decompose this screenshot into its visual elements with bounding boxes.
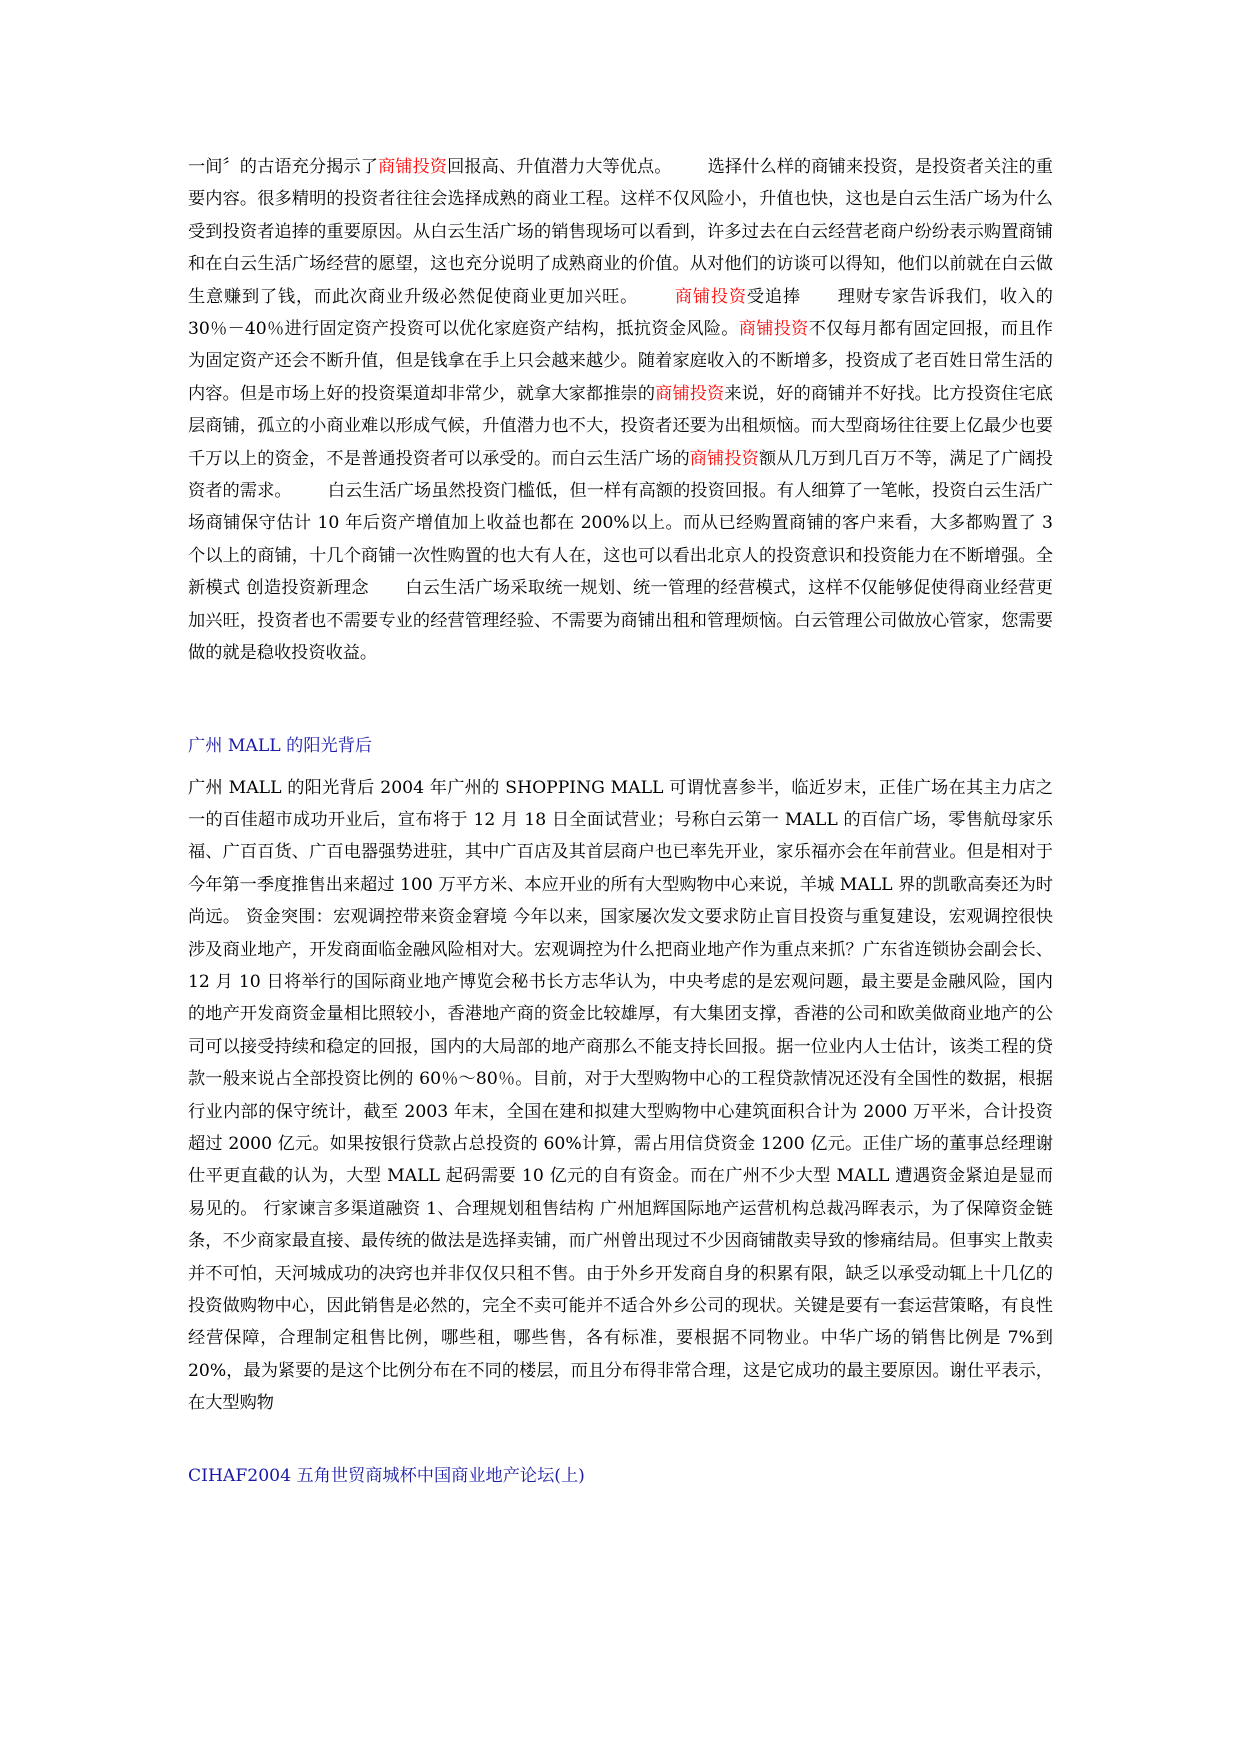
text-run: 来说，好的商铺并不好找。比方投资住宅底层商铺，孤立的小商业难以形成气候，升值潜力也不大，投资者还要为出租烦恼。而大型商场往往要上亿最少也要千万以上的资金，不是普通投资者可以承受的。而白云生活广场的 (188, 383, 1053, 469)
article-heading-guangzhou-mall[interactable]: 广州 MALL 的阳光背后 (188, 735, 373, 756)
highlight-shop-investment: 商铺投资 (674, 286, 747, 307)
text-run: 选择什么样的商铺来投资，是投资者关注的重要内容。很多精明的投资者往往会选择成熟的商业工程。这样不仅风险小，升值也快，这也是白云生活广场为什么受到投资者追捧的重要原因。从白云生活广场的销售现场可以看到，许多过去在白云经营老商户纷纷表示购置商铺和在白云生活广场经营的愿望，这也充分说明了成熟商业的价值。从对他们的访谈可以得知，他们以前就在白云做生意赚到了钱，而此次商业升级必然促使商业更加兴旺。 (188, 157, 1053, 307)
text-run: 不仅每月都有固定回报，而且作为固定资产还会不断升值，但是钱拿在手上只会越来越少。随着家庭收入的不断增多，投资成了老百姓日常生活的内容。但是市场上好的投资渠道却非常少，就拿大家都推崇的 (188, 319, 1053, 404)
text-run: 白云生活广场虽然投资门槛低，但一样有高额的投资回报。有人细算了一笔帐，投资白云生活广场商铺保守估计 10 年后资产增值加上收益也都在 200%以上。而从已经购置商铺的客户来看，大多都购置了 3 个以上的商铺，十几个商铺一次性购置的也大有人在，这也可以看出北京人的投资意识和投资能力在不断增强。全新模式 创造投资新理念 (188, 481, 1053, 599)
text-run: 一间〞的古语充分揭示了 (188, 157, 378, 177)
highlight-shop-investment: 商铺投资 (689, 448, 759, 469)
text-run: 额从几万到几百万不等，满足了广阔投资者的需求。 (188, 448, 1053, 502)
article-heading-cihaf2004[interactable]: CIHAF2004 五角世贸商城杯中国商业地产论坛(上) (188, 1465, 585, 1486)
text-run: 理财专家告诉我们，收入的 30％－40％进行固定资产投资可以优化家庭资产结构，抵抗资金风险。 (188, 286, 1053, 340)
text-run: 回报高、升值潜力大等优点。 (447, 157, 672, 177)
paragraph-investment (188, 151, 1053, 670)
highlight-shop-investment: 商铺投资 (655, 383, 725, 404)
highlight-shop-investment: 商铺投资 (738, 319, 809, 340)
paragraph-guangzhou-mall: 广州 MALL 的阳光背后 2004 年广州的 SHOPPING MALL 可谓忧喜参半，临近岁末，正佳广场在其主力店之一的百佳超市成功开业后，宣布将于 12 月 18 日全面试营业；号称白云第一 MALL 的百信广场，零售航母家乐福、广百百货、广百电器强势进驻，其中广百店及其首层商户也已率先开业，家乐福亦会在年前营业。但是相对于今年第一季度推售出来超过 100 万平方米、本应开业的所有大型购物中心来说，羊城 MALL 界的凯歌高奏还为时尚远。 资金突围：宏观调控带来资金窘境 今年以来，国家屡次发文要求防止盲目投资与重复建设，宏观调控很快涉及商业地产，开发商面临金融风险相对大。宏观调控为什么把商业地产作为重点来抓？广东省连锁协会副会长、12 月 10 日将举行的国际商业地产博览会秘书长方志华认为，中央考虑的是宏观问题，最主要是金融风险，国内的地产开发商资金量相比照较小，香港地产商的资金比较雄厚，有大集团支撑，香港的公司和欧美做商业地产的公司可以接受持续和稳定的回报，国内的大局部的地产商那么不能支持长回报。据一位业内人士估计，该类工程的贷款一般来说占全部投资比例的 60％～80％。目前，对于大型购物中心的工程贷款情况还没有全国性的数据，根据行业内部的保守统计，截至 2003 年末，全国在建和拟建大型购物中心建筑面积合计为 2000 万平米，合计投资超过 2000 亿元。如果按银行贷款占总投资的 60%计算，需占用信贷资金 1200 亿元。正佳广场的董事总经理谢仕平更直截的认为，大型 MALL 起码需要 10 亿元的自有资金。而在广州不少大型 MALL 遭遇资金紧迫是显而易见的。 行家谏言多渠道融资 1、合理规划租售结构 广州旭辉国际地产运营机构总裁冯晖表示，为了保障资金链条，不少商家最直接、最传统的做法是选择卖铺，而广州曾出现过不少因商铺散卖导致的惨痛结局。但事实上散卖并不可怕，天河城成功的决窍也并非仅仅只租不售。由于外乡开发商自身的积累有限，缺乏以承受动辄上十几亿的投资做购物中心，因此销售是必然的，完全不卖可能并不适合外乡公司的现状。关键是要有一套运营策略，有良性经营保障，合理制定租售比例，哪些租，哪些售，各有标准，要根据不同物业。中华广场的销售比例是 7%到 20%，最为紧要的是这个比例分布在不同的楼层，而且分布得非常合理，这是它成功的最主要原因。谢仕平表示，在大型购物 (188, 777, 1053, 1414)
text-run: 白云生活广场采取统一规划、统一管理的经营模式，这样不仅能够促使得商业经营更加兴旺，投资者也不需要专业的经营管理经验、不需要为商铺出租和管理烦恼。白云管理公司做放心管家，您需要做的就是稳收投资收益。 (188, 578, 1053, 664)
document-page (188, 151, 1053, 1490)
text-run: 受追捧 (746, 286, 801, 307)
highlight-shop-investment: 商铺投资 (377, 157, 448, 177)
